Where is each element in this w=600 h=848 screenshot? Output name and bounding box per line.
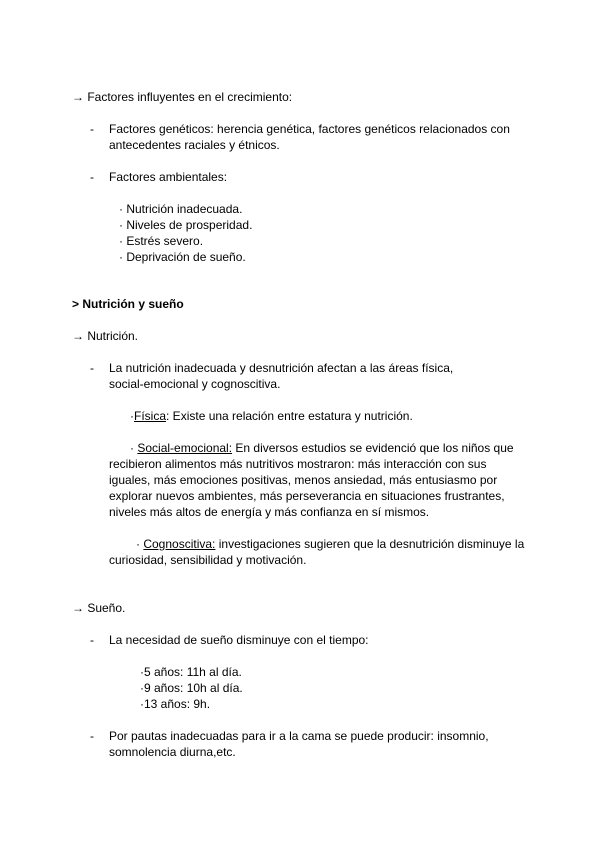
fisica-paragraph: [130, 408, 413, 424]
sleep-age-item: ·5 años: 11h al día.: [140, 665, 242, 679]
nutrition-line2: social-emocional y cognoscitiva.: [109, 377, 281, 391]
env-item: · Deprivación de sueño.: [119, 250, 246, 264]
cognitiva-prefix: ·: [136, 537, 144, 551]
bullet-dash: -: [90, 729, 94, 743]
env-item: · Nutrición inadecuada.: [119, 202, 243, 216]
environmental-factors-label: Factores ambientales:: [109, 170, 228, 184]
section-title: > Nutrición y sueño: [72, 297, 184, 311]
cognitiva-line2: curiosidad, sensibilidad y motivación.: [109, 553, 307, 567]
sleep-age-item: ·13 años: 9h.: [140, 697, 211, 711]
env-item: · Niveles de prosperidad.: [119, 218, 253, 232]
bullet-dash: -: [90, 361, 94, 375]
sleep-need-text: La necesidad de sueño disminuye con el tiempo:: [109, 633, 369, 647]
cognitiva-paragraph-line1: [136, 536, 524, 552]
social-line2: recibieron alimentos más nutritivos mostraron: más interacción con sus: [109, 457, 487, 471]
genetic-factors-line1: Factores genéticos: herencia genética, factores genéticos relacionados con: [109, 122, 510, 136]
nutrition-line1: La nutrición inadecuada y desnutrición afectan a las áreas física,: [109, 361, 454, 375]
sleep-age-item: ·9 años: 10h al día.: [140, 681, 243, 695]
bullet-dash: -: [90, 122, 94, 136]
fisica-text: : Existe una relación entre estatura y nutrición.: [166, 409, 413, 423]
bullet-dash: -: [90, 633, 94, 647]
sleep-heading: → Sueño.: [72, 601, 126, 615]
social-paragraph-line1: [130, 440, 514, 456]
env-item: · Estrés severo.: [119, 234, 204, 248]
social-line3: iguales, más emociones positivas, menos ansiedad, más entusiasmo por: [109, 473, 498, 487]
sleep-patterns-line2: somnolencia diurna,etc.: [109, 745, 236, 759]
social-text: En diversos estudios se evidenció que los niños que: [232, 441, 514, 455]
sleep-patterns-line1: Por pautas inadecuadas para ir a la cama se puede producir: insomnio,: [109, 729, 489, 743]
genetic-factors-line2: antecedentes raciales y étnicos.: [109, 138, 280, 152]
fisica-prefix: ·: [130, 409, 134, 423]
social-line5: niveles más altos de energía y más confianza en sí mismos.: [109, 505, 430, 519]
fisica-label: Física: [134, 409, 167, 423]
social-line4: explorar nuevos ambientes, más perseverancia en situaciones frustrantes,: [109, 489, 505, 503]
social-label: Social-emocional:: [137, 441, 233, 455]
cognitiva-text: investigaciones sugieren que la desnutrición disminuye la: [215, 537, 525, 551]
growth-factors-heading: → Factores influyentes en el crecimiento:: [72, 90, 293, 104]
bullet-dash: -: [90, 170, 94, 184]
nutrition-heading: → Nutrición.: [72, 329, 139, 343]
cognitiva-label: Cognoscitiva:: [143, 537, 216, 551]
social-prefix: ·: [130, 441, 138, 455]
